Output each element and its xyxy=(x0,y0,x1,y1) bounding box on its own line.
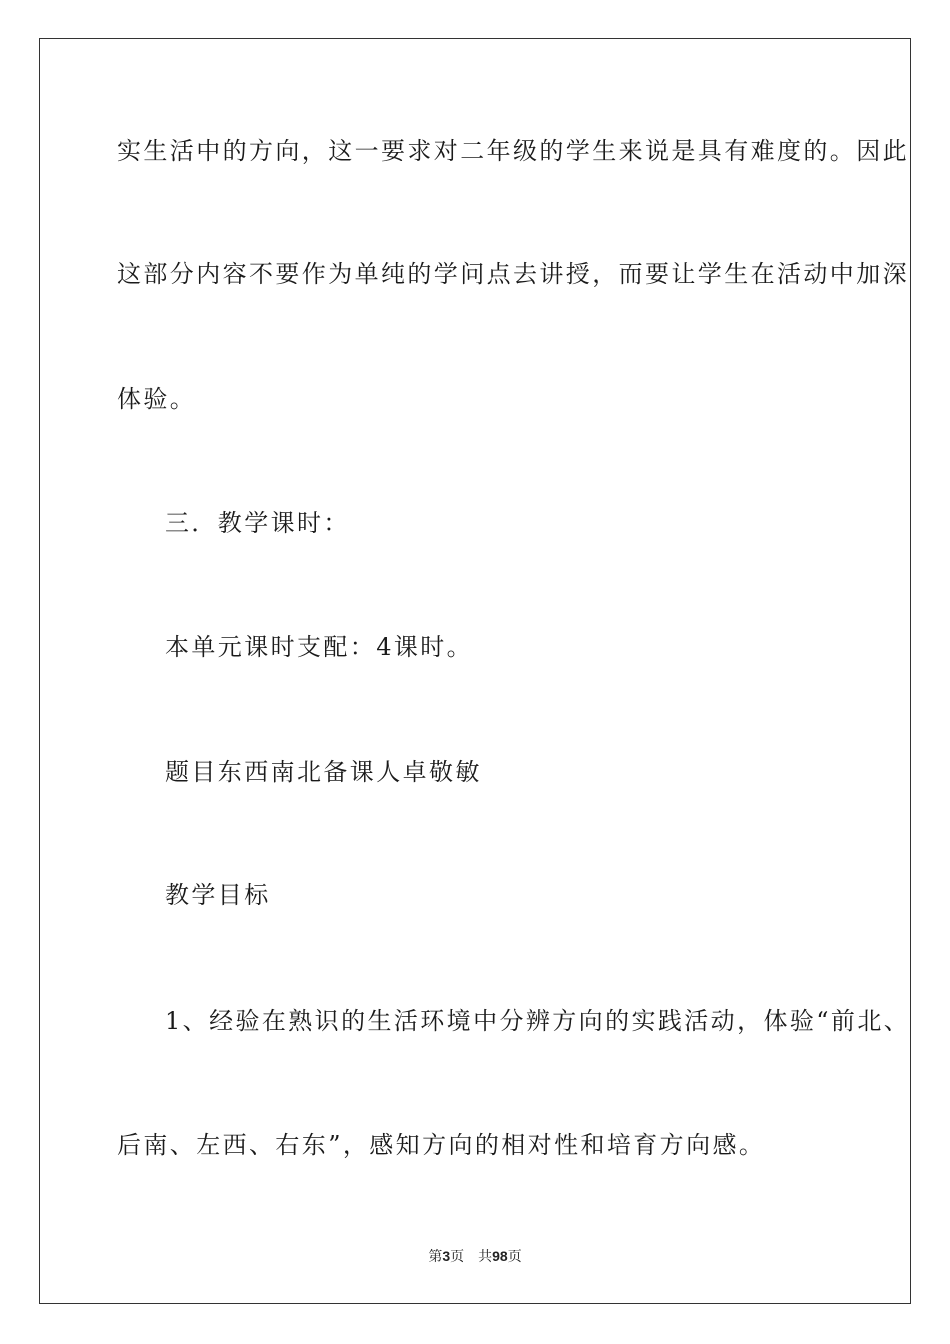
objectives-heading: 教学目标 xyxy=(165,881,271,909)
footer-page-suffix: 页 xyxy=(450,1249,465,1265)
footer-total-prefix: 共 xyxy=(478,1249,493,1265)
page-footer xyxy=(0,1247,950,1266)
paragraph-line-3: 体验。 xyxy=(117,385,197,413)
page-border xyxy=(39,38,911,1304)
class-hours-line: 本单元课时支配：4课时。 xyxy=(165,633,474,661)
footer-page-number: 3 xyxy=(442,1248,451,1264)
footer-page-prefix: 第 xyxy=(428,1249,443,1265)
lesson-title-line: 题目东西南北备课人卓敬敏 xyxy=(165,758,482,786)
objective-1-line-2: 后南、左西、右东”，感知方向的相对性和培育方向感。 xyxy=(117,1131,766,1159)
objective-1-line-1: 1、经验在熟识的生活环境中分辨方向的实践活动，体验“前北、 xyxy=(165,1007,911,1035)
footer-total-pages: 98 xyxy=(492,1248,508,1264)
section-heading: 三．教学课时： xyxy=(165,509,350,537)
footer-total-suffix: 页 xyxy=(507,1249,522,1265)
paragraph-line-2: 这部分内容不要作为单纯的学问点去讲授，而要让学生在活动中加深 xyxy=(117,260,909,288)
paragraph-line-1: 实生活中的方向，这一要求对二年级的学生来说是具有难度的。因此 xyxy=(117,137,909,165)
